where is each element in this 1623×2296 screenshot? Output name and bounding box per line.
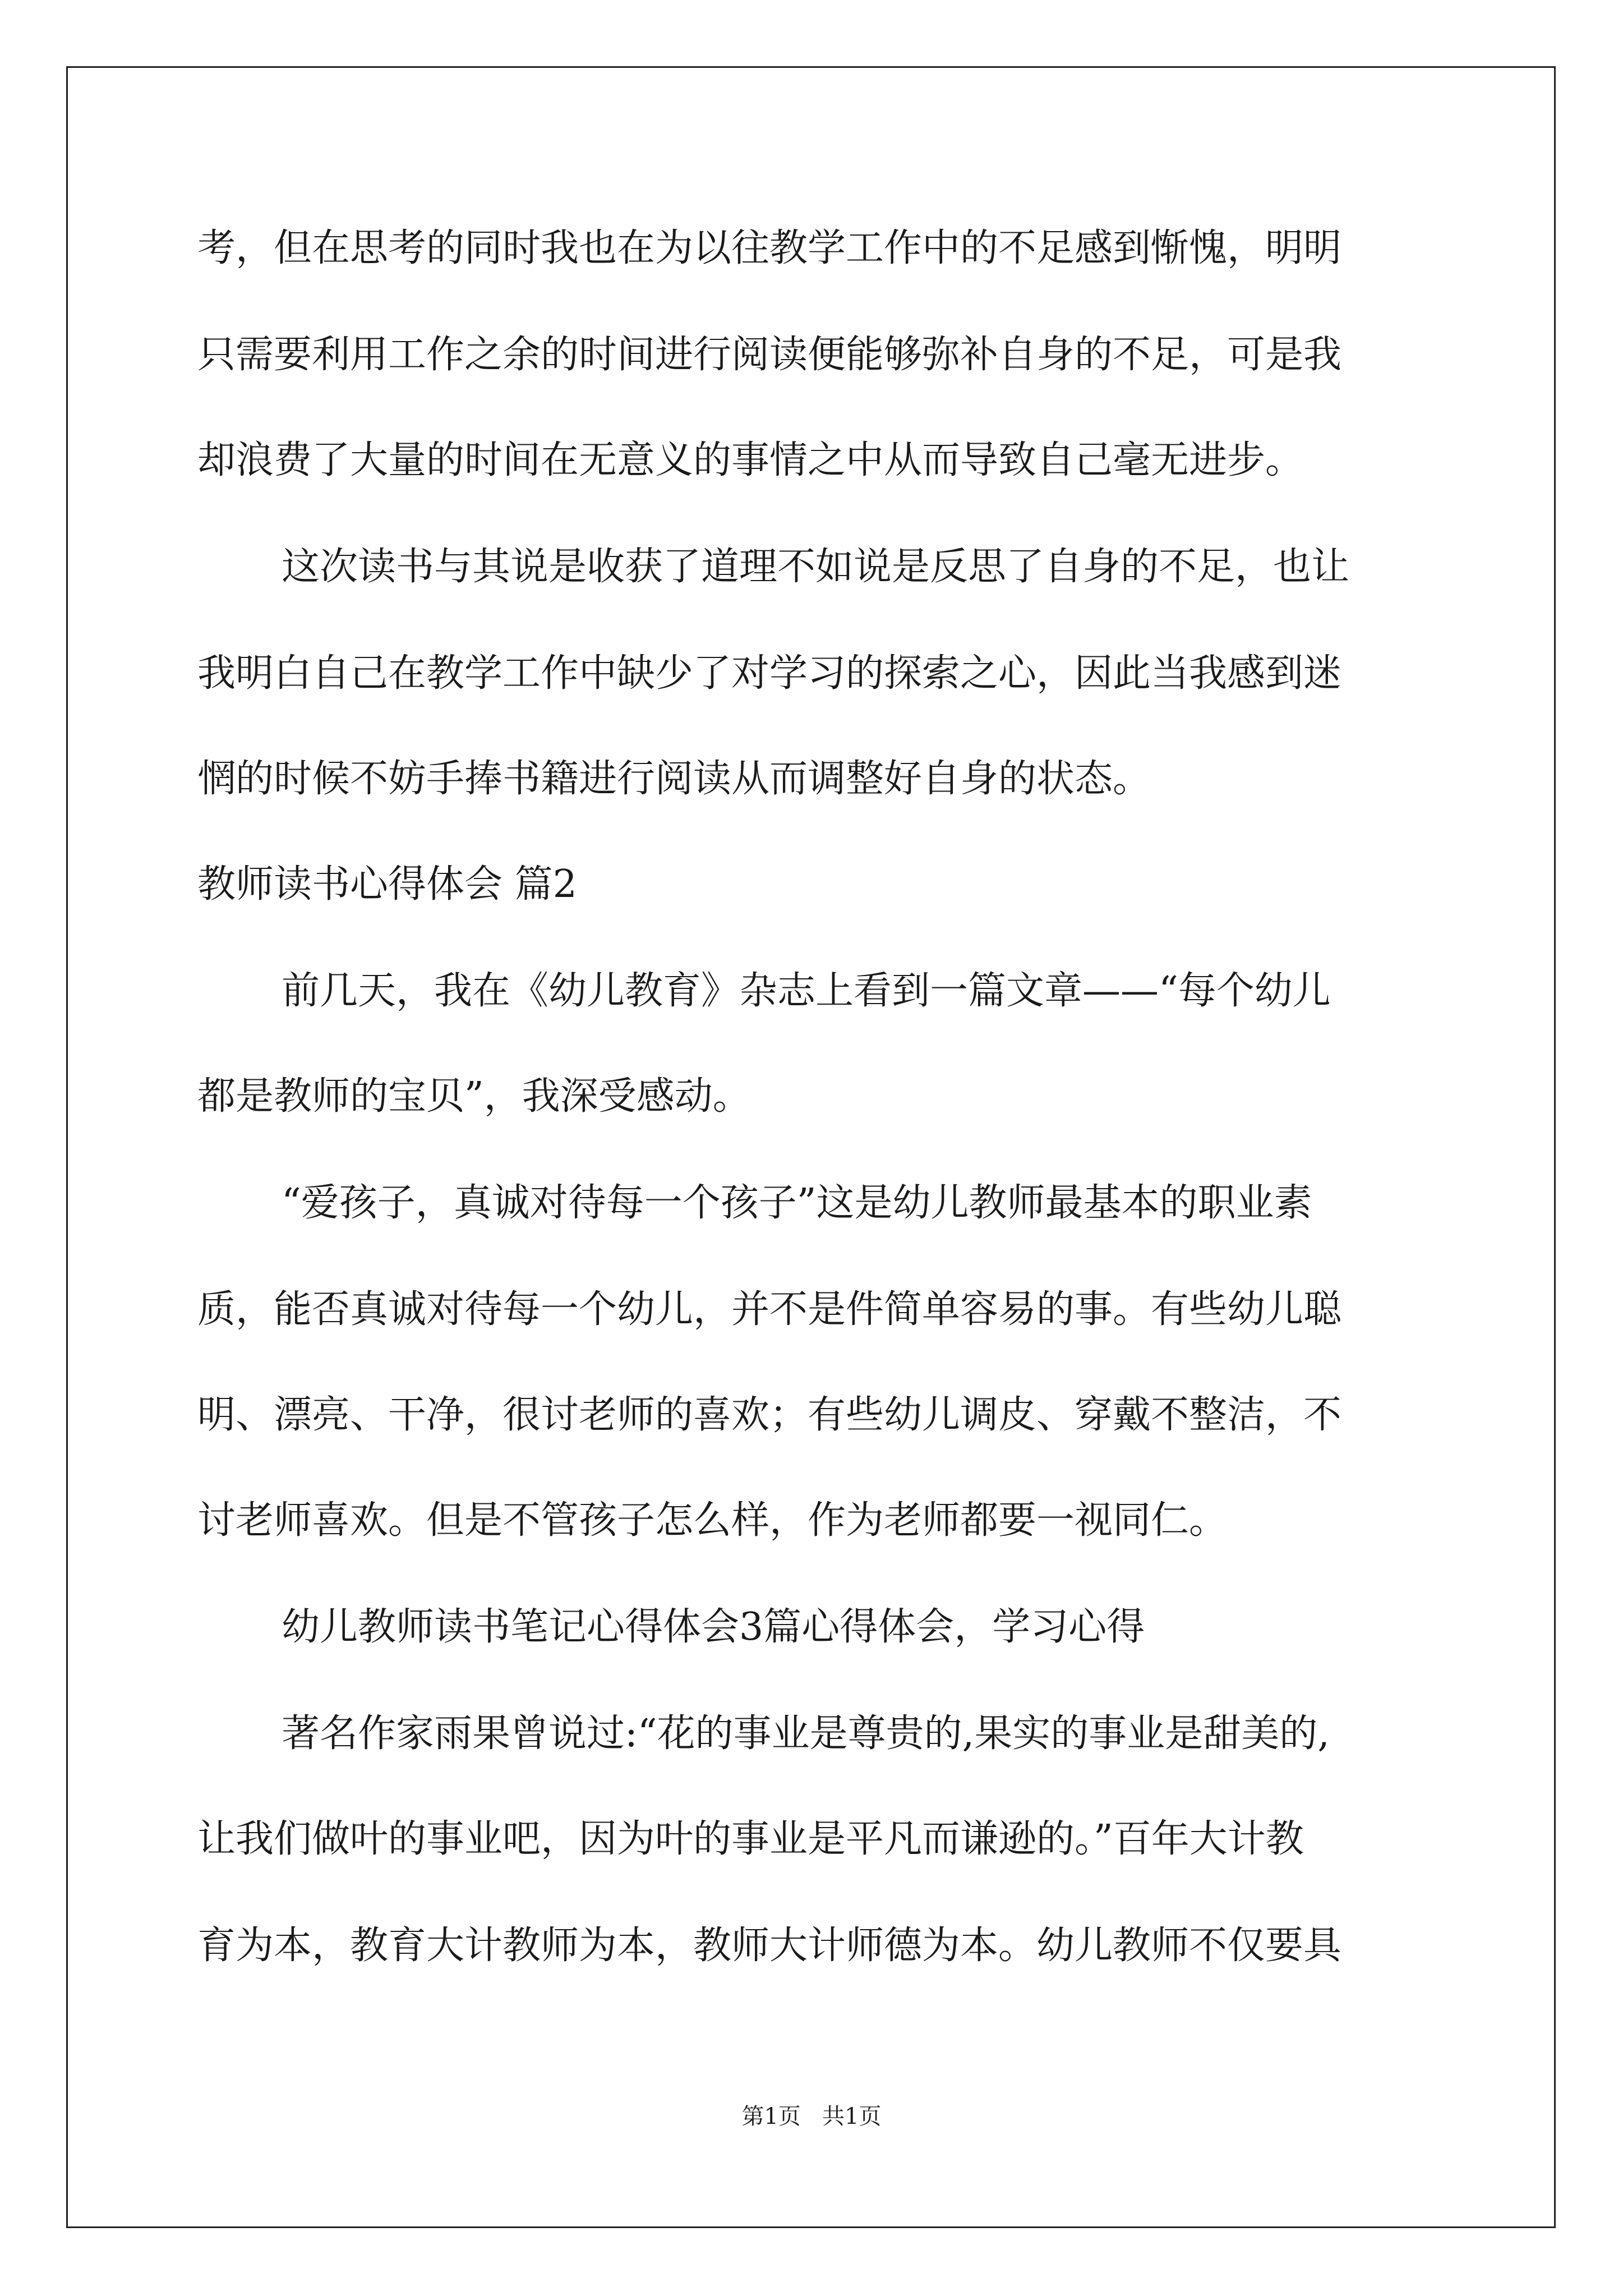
paragraph-line: 讨老师喜欢。但是不管孩子怎么样，作为老师都要一视同仁。	[197, 1498, 1228, 1543]
paragraph-line: 考，但在思考的同时我也在为以往教学工作中的不足感到惭愧，明明	[197, 226, 1342, 270]
paragraph-line: 这次读书与其说是收获了道理不如说是反思了自身的不足，也让	[282, 545, 1350, 589]
paragraph-line: 质，能否真诚对待每一个幼儿，并不是件简单容易的事。有些幼儿聪	[197, 1287, 1342, 1332]
page-number-footer: 第1页 共1页	[741, 2104, 882, 2129]
section-heading: 教师读书心得体会 篇2	[197, 862, 577, 907]
paragraph-line: “爱孩子，真诚对待每一个孩子”这是幼儿教师最基本的职业素	[282, 1181, 1312, 1225]
paragraph-line: 惘的时候不妨手捧书籍进行阅读从而调整好自身的状态。	[197, 757, 1151, 801]
page-border	[66, 66, 1556, 2228]
paragraph-line: 只需要利用工作之余的时间进行阅读便能够弥补自身的不足，可是我	[197, 333, 1342, 377]
subheading-line: 幼儿教师读书笔记心得体会3篇心得体会，学习心得	[282, 1605, 1145, 1649]
paragraph-line: 我明白自己在教学工作中缺少了对学习的探索之心，因此当我感到迷	[197, 651, 1342, 696]
paragraph-line: 著名作家雨果曾说过:“花的事业是尊贵的,果实的事业是甜美的,	[282, 1711, 1330, 1756]
paragraph-line: 育为本，教育大计教师为本，教师大计师德为本。幼儿教师不仅要具	[197, 1924, 1342, 1968]
paragraph-line: 却浪费了大量的时间在无意义的事情之中从而导致自己毫无进步。	[197, 438, 1304, 482]
paragraph-line: 都是教师的宝贝”，我深受感动。	[197, 1074, 751, 1119]
paragraph-line: 明、漂亮、干净，很讨老师的喜欢；有些幼儿调皮、穿戴不整洁，不	[197, 1393, 1342, 1437]
paragraph-line: 前几天，我在《幼儿教育》杂志上看到一篇文章——“每个幼儿	[282, 969, 1331, 1013]
paragraph-line: 让我们做叶的事业吧，因为叶的事业是平凡而谦逊的。”百年大计教	[197, 1817, 1304, 1861]
